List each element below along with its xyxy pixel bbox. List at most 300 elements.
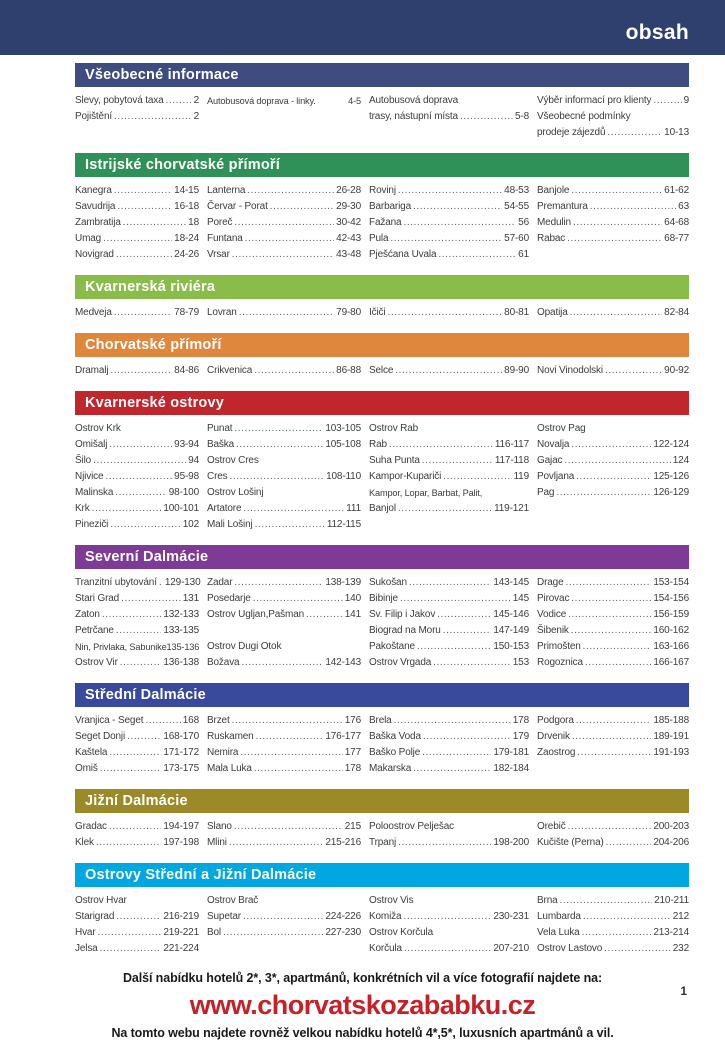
entry-label: Seget Donji xyxy=(75,731,126,742)
entry-pages: 212 xyxy=(672,911,689,922)
toc-subheading xyxy=(369,93,529,109)
toc-entry xyxy=(75,623,199,639)
dot-leader xyxy=(121,591,181,607)
footer-note-bottom: Na tomto webu najdete rovněž velkou nabídku hotelů 4*,5*, luxusních apartmánů a vil. xyxy=(111,1026,614,1040)
entry-pages: 103-105 xyxy=(325,423,361,434)
entry-label: Malinska xyxy=(75,487,114,498)
entry-label: Trpanj xyxy=(369,837,397,848)
entry-label: Dramalj xyxy=(75,365,109,376)
dot-leader xyxy=(103,231,172,247)
entry-label: Kampor, Lopar, Barbat, Palit, xyxy=(369,488,483,498)
entry-pages: 29-30 xyxy=(336,201,361,212)
dot-leader xyxy=(572,729,651,745)
toc-entry xyxy=(75,215,199,231)
toc-subheading xyxy=(207,485,361,501)
entry-label: Slevy, pobytová taxa xyxy=(75,95,164,106)
dot-leader xyxy=(239,305,334,321)
entry-pages: 57-60 xyxy=(504,233,529,244)
toc-entry xyxy=(75,517,199,533)
dot-leader xyxy=(398,501,492,517)
entry-pages: 154-156 xyxy=(653,593,689,604)
dot-leader xyxy=(443,469,511,485)
entry-pages: 124 xyxy=(672,455,689,466)
toc-entry xyxy=(207,607,361,623)
toc-entry xyxy=(537,125,689,141)
toc-entry xyxy=(537,575,689,591)
entry-label: Mali Lošinj xyxy=(207,519,253,530)
dot-leader xyxy=(443,623,492,639)
toc-entry xyxy=(75,363,199,379)
toc-entry xyxy=(207,925,361,941)
entry-pages: 61-62 xyxy=(664,185,689,196)
entry-pages: 18 xyxy=(188,217,199,228)
toc-entry xyxy=(75,231,199,247)
toc-section xyxy=(75,333,689,379)
entry-pages: 10-13 xyxy=(664,127,689,138)
dot-leader xyxy=(566,575,652,591)
section-header: Severní Dalmácie xyxy=(75,545,689,569)
entry-label: Lumbarda xyxy=(537,911,581,922)
toc-entry xyxy=(207,729,361,745)
entry-pages: 200-203 xyxy=(653,821,689,832)
toc-column xyxy=(369,893,537,957)
entry-label: Ostrov Dugi Otok xyxy=(207,641,282,652)
section-columns xyxy=(75,887,689,957)
entry-pages: 63 xyxy=(678,201,689,212)
toc-entry xyxy=(75,925,199,941)
toc-column xyxy=(207,819,369,851)
entry-label: Pojištění xyxy=(75,111,113,122)
dot-leader xyxy=(223,925,323,941)
entry-label: Savudrija xyxy=(75,201,116,212)
toc-entry xyxy=(537,713,689,729)
toc-subheading xyxy=(207,453,361,469)
entry-label: Všeobecné podmínky xyxy=(537,111,631,122)
dot-leader xyxy=(576,469,651,485)
entry-pages: 194-197 xyxy=(163,821,199,832)
dot-leader xyxy=(100,761,162,777)
entry-pages: 112-115 xyxy=(326,519,361,530)
entry-pages: 191-193 xyxy=(653,747,689,758)
entry-label: Stari Grad xyxy=(75,593,120,604)
entry-label: Drage xyxy=(537,577,564,588)
entry-pages: 153-154 xyxy=(653,577,689,588)
toc-column xyxy=(369,183,537,263)
entry-pages: 215-216 xyxy=(325,837,361,848)
entry-label: Bol xyxy=(207,927,222,938)
entry-pages: 94 xyxy=(188,455,199,466)
entry-label: Vranjica - Seget xyxy=(75,715,144,726)
entry-label: Crikvenica xyxy=(207,365,253,376)
entry-label: Posedarje xyxy=(207,593,251,604)
dot-leader xyxy=(127,729,161,745)
entry-label: Výběr informací pro klienty xyxy=(537,95,652,106)
entry-pages: 42-43 xyxy=(336,233,361,244)
toc-column xyxy=(75,819,207,851)
toc-subheading xyxy=(75,893,199,909)
dot-leader xyxy=(243,909,323,925)
entry-label: Zambratija xyxy=(75,217,121,228)
toc-entry xyxy=(537,199,689,215)
entry-label: Vodice xyxy=(537,609,567,620)
entry-label: Ostrov Korčula xyxy=(369,927,434,938)
toc-entry xyxy=(369,231,529,247)
dot-leader xyxy=(413,199,502,215)
entry-pages: 176 xyxy=(344,715,361,726)
dot-leader xyxy=(568,819,652,835)
entry-label: Medulin xyxy=(537,217,571,228)
section-columns xyxy=(75,299,689,321)
entry-pages: 80-81 xyxy=(504,307,529,318)
entry-pages: 5-8 xyxy=(514,111,529,122)
toc-entry xyxy=(75,575,199,591)
entry-label: Brzet xyxy=(207,715,230,726)
entry-pages: 61 xyxy=(518,249,529,260)
entry-label: Umag xyxy=(75,233,102,244)
toc-entry xyxy=(75,639,199,655)
toc-subheading xyxy=(537,421,689,437)
entry-pages: 207-210 xyxy=(493,943,529,954)
entry-pages: 131 xyxy=(182,593,199,604)
section-header: Všeobecné informace xyxy=(75,63,689,87)
toc-entry xyxy=(75,819,199,835)
section-columns xyxy=(75,813,689,851)
entry-pages: 24-26 xyxy=(174,249,199,260)
toc-entry xyxy=(369,713,529,729)
dot-leader xyxy=(403,909,491,925)
top-bar xyxy=(0,0,725,55)
toc-entry xyxy=(369,575,529,591)
toc-column xyxy=(75,893,207,957)
section-header: Kvarnerské ostrovy xyxy=(75,391,689,415)
entry-label: Mala Luka xyxy=(207,763,252,774)
entry-label: Baška xyxy=(207,439,235,450)
toc-entry xyxy=(75,909,199,925)
toc-entry xyxy=(537,745,689,761)
toc-entry xyxy=(75,437,199,453)
toc-column xyxy=(207,305,369,321)
toc-entry xyxy=(537,655,689,671)
toc-section xyxy=(75,391,689,533)
toc-entry xyxy=(75,761,199,777)
toc-subheading xyxy=(369,485,529,501)
entry-pages: 140 xyxy=(344,593,361,604)
entry-pages: 4-5 xyxy=(348,96,361,106)
entry-label: Autobusová doprava xyxy=(369,95,459,106)
dot-leader xyxy=(105,469,172,485)
entry-label: Podgora xyxy=(537,715,574,726)
entry-pages: 143-145 xyxy=(493,577,529,588)
dot-leader xyxy=(256,729,324,745)
toc-entry xyxy=(75,199,199,215)
entry-label: Tranzitní ubytování xyxy=(75,577,157,588)
dot-leader xyxy=(556,485,651,501)
entry-label: Biograd na Moru xyxy=(369,625,441,636)
entry-pages: 173-175 xyxy=(163,763,199,774)
entry-label: Medveja xyxy=(75,307,112,318)
entry-pages: 95-98 xyxy=(174,471,199,482)
page-header-title: obsah xyxy=(625,20,689,44)
dot-leader xyxy=(145,713,180,729)
toc-entry xyxy=(369,215,529,231)
toc-entry xyxy=(75,941,199,957)
entry-label: Šilo xyxy=(75,455,92,466)
entry-label: Vrsar xyxy=(207,249,230,260)
entry-pages: 26-28 xyxy=(336,185,361,196)
dot-leader xyxy=(387,305,502,321)
entry-label: Kaštela xyxy=(75,747,108,758)
toc-column xyxy=(75,93,207,141)
dot-leader xyxy=(390,231,502,247)
entry-label: Sv. Filip i Jakov xyxy=(369,609,436,620)
entry-pages: 221-224 xyxy=(163,943,199,954)
section-columns xyxy=(75,707,689,777)
dot-leader xyxy=(117,199,172,215)
section-header: Chorvatské přímoří xyxy=(75,333,689,357)
entry-pages: 98-100 xyxy=(168,487,199,498)
entry-label: Primošten xyxy=(537,641,581,652)
entry-pages: 135-136 xyxy=(166,642,200,652)
toc-subheading xyxy=(369,421,529,437)
dot-leader xyxy=(245,231,335,247)
entry-label: Ičiči xyxy=(369,307,386,318)
dot-leader xyxy=(571,437,651,453)
toc-column xyxy=(207,893,369,957)
entry-pages: 2 xyxy=(193,111,199,122)
entry-pages: 178 xyxy=(512,715,529,726)
entry-label: Starigrad xyxy=(75,911,115,922)
dot-leader xyxy=(232,247,334,263)
entry-label: Autobusová doprava - linky. xyxy=(207,96,316,106)
entry-pages: 171-172 xyxy=(163,747,199,758)
toc-entry xyxy=(369,655,529,671)
toc-column xyxy=(369,713,537,777)
toc-entry xyxy=(369,835,529,851)
entry-pages: 227-230 xyxy=(325,927,361,938)
entry-label: Rab xyxy=(369,439,387,450)
toc-column xyxy=(537,421,689,533)
entry-pages: 215 xyxy=(344,821,361,832)
entry-pages: 198-200 xyxy=(493,837,529,848)
entry-label: Rabac xyxy=(537,233,566,244)
entry-pages: 116-117 xyxy=(494,439,529,450)
section-columns xyxy=(75,177,689,263)
toc-section xyxy=(75,545,689,671)
dot-leader xyxy=(234,421,323,437)
entry-pages: 178 xyxy=(344,763,361,774)
toc-column xyxy=(369,305,537,321)
toc-entry xyxy=(75,591,199,607)
entry-pages: 126-129 xyxy=(653,487,689,498)
toc-column xyxy=(537,93,689,141)
toc-column xyxy=(207,421,369,533)
entry-pages: 89-90 xyxy=(504,365,529,376)
toc-entry xyxy=(537,819,689,835)
section-header: Istrijské chorvatské přímoří xyxy=(75,153,689,177)
entry-label: Zaton xyxy=(75,609,100,620)
toc-column xyxy=(369,363,537,379)
toc-subheading xyxy=(369,925,529,941)
toc-entry xyxy=(537,729,689,745)
entry-pages: 156-159 xyxy=(653,609,689,620)
entry-pages: 125-126 xyxy=(653,471,689,482)
entry-label: Červar - Porat xyxy=(207,201,268,212)
entry-pages: 163-166 xyxy=(653,641,689,652)
toc-entry xyxy=(207,305,361,321)
entry-label: Novigrad xyxy=(75,249,114,260)
entry-label: Ostrov Ugljan,Pašman xyxy=(207,609,305,620)
section-columns xyxy=(75,415,689,533)
entry-label: Punat xyxy=(207,423,233,434)
toc-entry xyxy=(207,437,361,453)
entry-pages: 119 xyxy=(513,471,529,482)
toc-entry xyxy=(207,231,361,247)
entry-pages: 224-226 xyxy=(325,911,361,922)
entry-pages: 78-79 xyxy=(174,307,199,318)
toc-entry xyxy=(369,909,529,925)
toc-entry xyxy=(207,517,361,533)
dot-leader xyxy=(229,835,324,851)
entry-label: Baška Voda xyxy=(369,731,421,742)
entry-label: Krk xyxy=(75,503,90,514)
entry-label: Vela Luka xyxy=(537,927,580,938)
dot-leader xyxy=(123,215,186,231)
entry-pages: 142-143 xyxy=(325,657,361,668)
entry-label: Pag xyxy=(537,487,555,498)
dot-leader xyxy=(409,575,491,591)
toc-entry xyxy=(75,183,199,199)
entry-label: Kučište (Perna) xyxy=(537,837,604,848)
toc-entry xyxy=(207,501,361,517)
entry-label: Pakoštane xyxy=(369,641,415,652)
entry-label: Gradac xyxy=(75,821,107,832)
entry-label: Lovran xyxy=(207,307,237,318)
entry-label: Ostrov Cres xyxy=(207,455,259,466)
section-header: Jižní Dalmácie xyxy=(75,789,689,813)
entry-label: Gajac xyxy=(537,455,563,466)
entry-label: Klek xyxy=(75,837,94,848)
dot-leader xyxy=(389,437,493,453)
toc-entry xyxy=(75,247,199,263)
toc-entry xyxy=(369,437,529,453)
toc-entry xyxy=(369,469,529,485)
entry-label: Supetar xyxy=(207,911,241,922)
toc-column xyxy=(75,363,207,379)
entry-label: Fažana xyxy=(369,217,402,228)
dot-leader xyxy=(114,109,192,125)
entry-label: Lanterna xyxy=(207,185,246,196)
toc-entry xyxy=(537,93,689,109)
website-url: www.chorvatskozababku.cz xyxy=(189,990,536,1020)
entry-pages: 160-162 xyxy=(653,625,689,636)
entry-label: Komiža xyxy=(369,911,402,922)
dot-leader xyxy=(567,231,662,247)
toc-entry xyxy=(537,925,689,941)
dot-leader xyxy=(96,835,161,851)
entry-label: trasy, nástupní místa xyxy=(369,111,458,122)
entry-label: Selce xyxy=(369,365,394,376)
entry-pages: 177 xyxy=(344,747,361,758)
entry-pages: 197-198 xyxy=(163,837,199,848)
dot-leader xyxy=(240,745,342,761)
dot-leader xyxy=(120,655,162,671)
entry-pages: 141 xyxy=(344,609,361,620)
entry-pages: 189-191 xyxy=(653,731,689,742)
entry-label: Nin, Privlaka, Sabunike xyxy=(75,642,167,652)
entry-pages: 79-80 xyxy=(336,307,361,318)
dot-leader xyxy=(417,639,491,655)
dot-leader xyxy=(306,607,343,623)
entry-pages: 138-139 xyxy=(325,577,361,588)
toc-entry xyxy=(369,183,529,199)
dot-leader xyxy=(116,623,162,639)
entry-label: Novalja xyxy=(537,439,570,450)
toc-column xyxy=(207,183,369,263)
toc-column xyxy=(369,819,537,851)
toc-entry xyxy=(75,655,199,671)
dot-leader xyxy=(605,363,662,379)
entry-label: Njivice xyxy=(75,471,104,482)
entry-label: Mlini xyxy=(207,837,227,848)
entry-label: Šibenik xyxy=(537,625,569,636)
toc-entry xyxy=(537,183,689,199)
entry-label: Omišalj xyxy=(75,439,108,450)
dot-leader xyxy=(254,363,334,379)
toc-entry xyxy=(369,623,529,639)
toc-entry xyxy=(75,305,199,321)
dot-leader xyxy=(398,183,502,199)
toc-column xyxy=(369,93,537,141)
dot-leader xyxy=(571,183,662,199)
footer-note-top: Další nabídku hotelů 2*, 3*, apartmánů, konkrétních vil a více fotografií najdete na: xyxy=(122,971,603,985)
toc-sections xyxy=(75,63,689,957)
entry-pages: 133-135 xyxy=(163,625,199,636)
toc-entry xyxy=(369,247,529,263)
entry-label: Slano xyxy=(207,821,232,832)
toc-section xyxy=(75,683,689,777)
entry-pages: 9 xyxy=(683,95,689,106)
dot-leader xyxy=(247,183,334,199)
toc-entry xyxy=(537,623,689,639)
entry-pages: 43-48 xyxy=(336,249,361,260)
toc-column xyxy=(537,893,689,957)
toc-entry xyxy=(537,305,689,321)
entry-label: Brna xyxy=(537,895,558,906)
toc-entry xyxy=(369,607,529,623)
entry-label: Ostrov Hvar xyxy=(75,895,127,906)
toc-entry xyxy=(537,485,689,501)
dot-leader xyxy=(98,925,162,941)
toc-subheading xyxy=(207,639,361,655)
toc-entry xyxy=(369,199,529,215)
entry-label: Banjole xyxy=(537,185,570,196)
toc-entry xyxy=(207,655,361,671)
dot-leader xyxy=(241,655,323,671)
entry-pages: 30-42 xyxy=(336,217,361,228)
toc-entry xyxy=(207,199,361,215)
dot-leader xyxy=(254,761,343,777)
dot-leader xyxy=(109,819,161,835)
entry-label: prodeje zájezdů xyxy=(537,127,606,138)
toc-entry xyxy=(75,835,199,851)
toc-entry xyxy=(537,437,689,453)
dot-leader xyxy=(110,363,172,379)
entry-label: Ruskamen xyxy=(207,731,254,742)
dot-leader xyxy=(560,893,653,909)
entry-label: Omiš xyxy=(75,763,98,774)
dot-leader xyxy=(576,713,652,729)
entry-pages: 119-121 xyxy=(494,503,529,514)
